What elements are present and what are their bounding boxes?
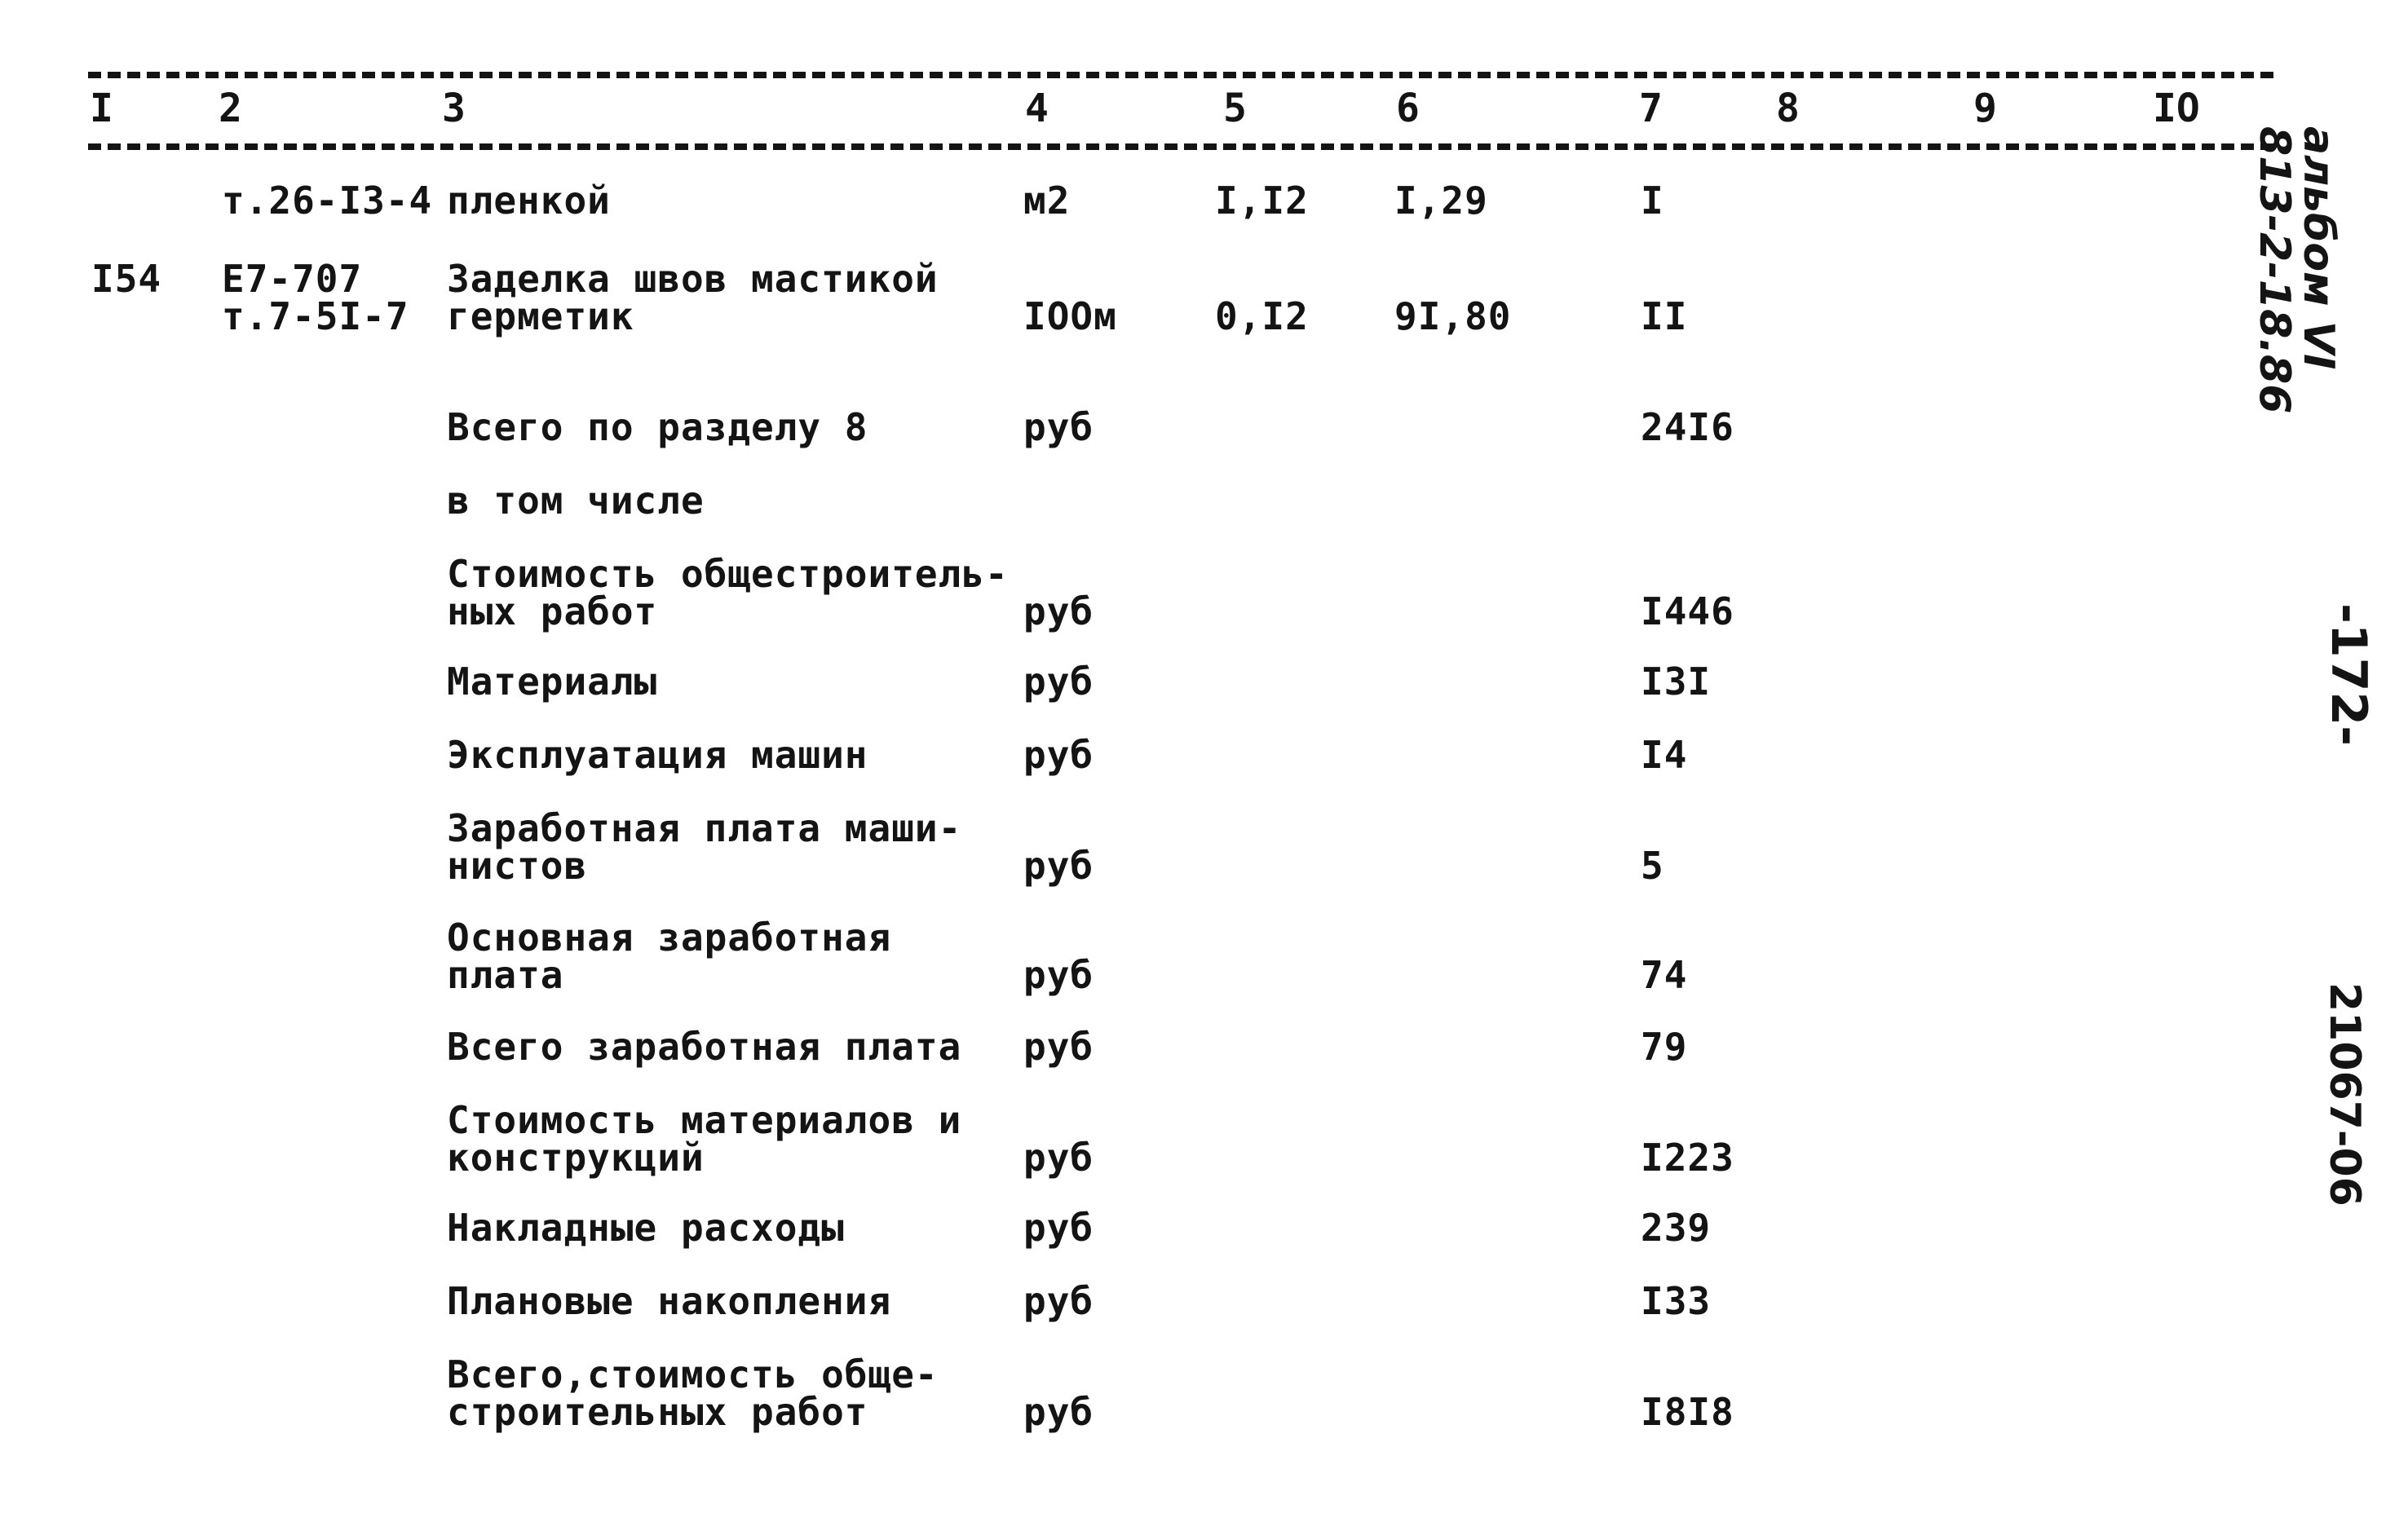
row-unit-cost: I,29 (1394, 179, 1488, 223)
row-code: E7-707 (222, 257, 363, 301)
row-total: I446 (1641, 589, 1734, 633)
row-description: Заработная плата маши- (447, 806, 962, 850)
row-unit: руб (1023, 1279, 1094, 1323)
header-top-rule (88, 72, 2273, 78)
row-description-line2: ных работ (447, 589, 658, 633)
row-unit: руб (1023, 589, 1094, 633)
column-header-3: 3 (442, 86, 466, 131)
row-description-line2: конструкций (447, 1136, 705, 1180)
column-header-8: 8 (1776, 86, 1800, 131)
row-total: I (1641, 179, 1664, 223)
row-total: II (1641, 294, 1688, 338)
row-total: I8I8 (1641, 1390, 1734, 1434)
row-unit: руб (1023, 660, 1094, 704)
row-description: Эксплуатация машин (447, 733, 868, 777)
row-unit: руб (1023, 953, 1094, 997)
row-unit: руб (1023, 1206, 1094, 1250)
column-header-4: 4 (1025, 86, 1049, 131)
header-bottom-rule (88, 143, 2273, 150)
row-description: Стоимость общестроитель- (447, 552, 1009, 596)
row-unit: руб (1023, 1390, 1094, 1434)
row-quantity: I,I2 (1215, 179, 1309, 223)
row-total: I33 (1641, 1279, 1712, 1323)
row-description: Накладные расходы (447, 1206, 845, 1250)
row-description: Основная заработная (447, 915, 892, 960)
row-quantity: 0,I2 (1215, 294, 1309, 338)
row-number: I54 (91, 257, 162, 301)
column-header-6: 6 (1396, 86, 1420, 131)
row-description-line2: герметик (447, 294, 634, 338)
column-header-2: 2 (219, 86, 242, 131)
row-unit: руб (1023, 733, 1094, 777)
row-description: Всего заработная плата (447, 1025, 962, 1069)
margin-document-code: 21067-06 (2320, 982, 2369, 1207)
row-unit: руб (1023, 405, 1094, 449)
row-unit: руб (1023, 844, 1094, 888)
row-description: Материалы (447, 660, 658, 704)
row-total: 74 (1641, 953, 1688, 997)
row-unit: руб (1023, 1136, 1094, 1180)
column-header-7: 7 (1639, 86, 1663, 131)
row-description: Всего по разделу 8 (447, 405, 868, 449)
row-total: 5 (1641, 844, 1664, 888)
row-description: Стоимость материалов и (447, 1098, 962, 1142)
row-code: т.26-I3-4 (222, 179, 433, 223)
row-total: 24I6 (1641, 405, 1734, 449)
margin-page-number: -172- (2320, 603, 2377, 747)
margin-album-line2: 813-2-18.86 (2250, 126, 2299, 414)
row-total: 79 (1641, 1025, 1688, 1069)
row-unit: IOOм (1023, 294, 1117, 338)
row-description: пленкой (447, 179, 611, 223)
margin-album-reference (2250, 126, 2343, 414)
row-total: 239 (1641, 1206, 1712, 1250)
row-unit: м2 (1023, 179, 1071, 223)
row-description: в том числе (447, 479, 705, 523)
row-description: Заделка швов мастикой (447, 257, 939, 301)
row-description-line2: плата (447, 953, 564, 997)
margin-album-line1: альбом VI (2294, 126, 2343, 370)
row-unit-cost: 9I,80 (1394, 294, 1512, 338)
column-header-1: I (90, 86, 113, 131)
row-description: Плановые накопления (447, 1279, 892, 1323)
row-total: I4 (1641, 733, 1688, 777)
column-header-9: 9 (1973, 86, 1997, 131)
row-total: I223 (1641, 1136, 1734, 1180)
row-description: Всего,стоимость обще- (447, 1352, 939, 1396)
row-unit: руб (1023, 1025, 1094, 1069)
column-header-5: 5 (1223, 86, 1247, 131)
column-header-10: IO (2153, 86, 2200, 131)
row-total: I3I (1641, 660, 1712, 704)
row-description-line2: нистов (447, 844, 588, 888)
row-code-line2: т.7-5I-7 (222, 294, 409, 338)
row-description-line2: строительных работ (447, 1390, 868, 1434)
